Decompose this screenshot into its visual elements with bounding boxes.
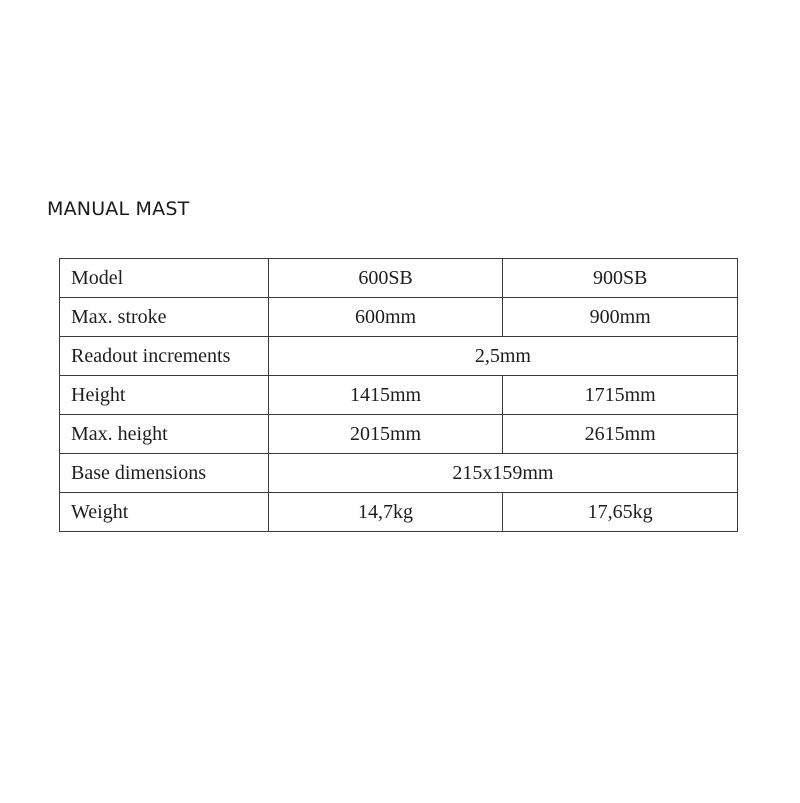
table-row-model [60,259,738,298]
table-row-readout-increments [60,337,738,376]
cell-900sb: 900mm [503,298,738,337]
row-label: Model [60,259,269,298]
table-row-max-height [60,415,738,454]
cell-shared: 2,5mm [268,337,737,376]
row-label: Height [60,376,269,415]
spec-table [59,258,738,532]
table-row-base-dimensions [60,454,738,493]
cell-600sb: 2015mm [268,415,503,454]
table-row-weight [60,493,738,532]
row-label: Max. height [60,415,269,454]
cell-shared: 215x159mm [268,454,737,493]
cell-600sb: 600SB [268,259,503,298]
cell-900sb: 1715mm [503,376,738,415]
table-row-height [60,376,738,415]
cell-600sb: 1415mm [268,376,503,415]
row-label: Base dimensions [60,454,269,493]
row-label: Readout increments [60,337,269,376]
cell-900sb: 2615mm [503,415,738,454]
table-row-max-stroke [60,298,738,337]
cell-600sb: 600mm [268,298,503,337]
row-label: Max. stroke [60,298,269,337]
row-label: Weight [60,493,269,532]
cell-900sb: 900SB [503,259,738,298]
cell-600sb: 14,7kg [268,493,503,532]
page-title: MANUAL MAST [47,198,190,220]
cell-900sb: 17,65kg [503,493,738,532]
